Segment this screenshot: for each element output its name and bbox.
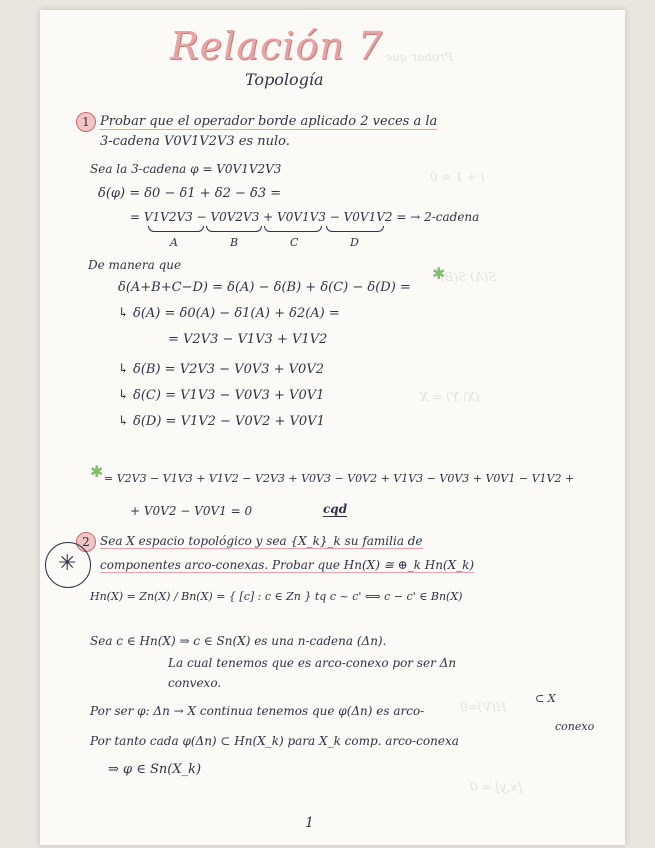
solution-line: + V0V2 − V0V1 = 0: [130, 504, 253, 518]
solution-line: = V2V3 − V1V3 + V1V2: [168, 332, 328, 347]
page-number: 1: [305, 815, 314, 831]
page-title: Relación 7: [170, 24, 383, 68]
problem-statement: componentes arco-conexas. Probar que Hn(X) ≅ ⊕_k Hn(X_k): [100, 558, 475, 572]
bleed-through-text: [x,y] = 0: [470, 780, 523, 794]
solution-line: ↳ δ(D) = V1V2 − V0V2 + V0V1: [118, 414, 325, 429]
solution-line: δ(A+B+C−D) = δ(A) − δ(B) + δ(C) − δ(D) =: [118, 280, 411, 295]
solution-line: Por tanto cada φ(Δn) ⊂ Hn(X_k) para X_k comp. arco-conexa: [90, 734, 459, 748]
solution-line: ↳ δ(A) = δ0(A) − δ1(A) + δ2(A) =: [118, 306, 340, 321]
solution-line: ↳ δ(C) = V1V3 − V0V3 + V0V1: [118, 388, 325, 403]
bleed-through-text: H(V)=0: [460, 700, 507, 714]
solution-line: δ(φ) = δ0 − δ1 + δ2 − δ3 =: [98, 186, 282, 201]
bleed-through-text: (X\ Y) = X: [420, 390, 480, 404]
asterisk-icon: ✱: [90, 462, 104, 481]
problem-statement: Sea X espacio topológico y sea {X_k}_k su familia de: [100, 534, 423, 548]
solution-line: Hn(X) = Zn(X) / Bn(X) = { [c] : c ∈ Zn } tq c ~ c' ⟺ c − c' ∈ Bn(X): [90, 590, 463, 603]
notebook-page: [40, 10, 625, 845]
underbrace: [148, 226, 204, 232]
solution-line: ⊂ X: [535, 692, 556, 705]
brace-label: B: [230, 236, 239, 249]
problem-statement: 3-cadena V0V1V2V3 es nulo.: [100, 134, 290, 149]
underbrace: [326, 226, 384, 232]
problem-number: 1: [76, 112, 96, 132]
solution-line: ⇒ φ ∈ Sn(X_k): [108, 762, 202, 777]
solution-line: conexo: [555, 720, 595, 733]
solution-line: convexo.: [168, 676, 222, 690]
solution-line: = V1V2V3 − V0V2V3 + V0V1V3 − V0V1V2 = → 2-cadena: [130, 210, 480, 224]
bleed-through-text: i + 1 = 0: [430, 170, 485, 184]
solution-line: Sea la 3-cadena φ = V0V1V2V3: [90, 162, 282, 176]
brace-label: C: [290, 236, 299, 249]
solution-line: = V2V3 − V1V3 + V1V2 − V2V3 + V0V3 − V0V2 + V1V3 − V0V3 + V0V1 − V1V2 +: [104, 472, 575, 485]
brace-label: A: [170, 236, 178, 249]
star-doodle-icon: ✳: [45, 542, 91, 588]
bleed-through-text: Probar que: [385, 50, 453, 64]
solution-line: ↳ δ(B) = V2V3 − V0V3 + V0V2: [118, 362, 324, 377]
solution-line: La cual tenemos que es arco-conexo por ser Δn: [168, 656, 457, 670]
page-subtitle: Topología: [245, 70, 324, 89]
qed-mark: cqd: [323, 502, 348, 516]
solution-line: De manera que: [88, 258, 182, 272]
underbrace: [264, 226, 322, 232]
problem-number: 2: [76, 532, 96, 552]
bleed-through-text: S(A) S(B): [440, 270, 497, 284]
underbrace: [206, 226, 262, 232]
brace-label: D: [350, 236, 359, 249]
solution-line: Sea c ∈ Hn(X) ⇒ c ∈ Sn(X) es una n-cadena (Δn).: [90, 634, 387, 648]
asterisk-icon: ✱: [432, 264, 446, 283]
problem-statement: Probar que el operador borde aplicado 2 veces a la: [100, 114, 438, 129]
solution-line: Por ser φ: Δn → X continua tenemos que φ(Δn) es arco-: [90, 704, 425, 718]
